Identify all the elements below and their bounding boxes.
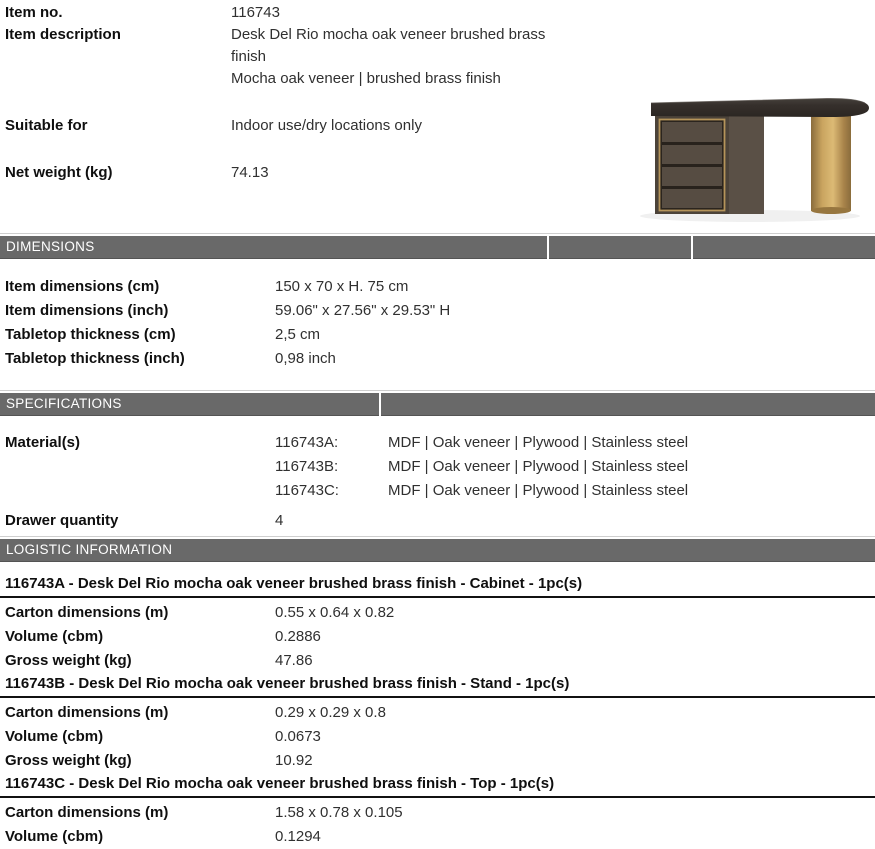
item-dimensions-cm-label: Item dimensions (cm)	[5, 278, 160, 295]
carton-dimensions-label: Carton dimensions (m)	[5, 704, 169, 721]
divider	[0, 390, 875, 391]
table-row	[5, 347, 875, 371]
volume-value: 0.0673	[275, 728, 321, 745]
header-cell	[693, 236, 875, 259]
header-cell	[0, 236, 547, 259]
material-value: MDF | Oak veneer | Plywood | Stainless steel	[388, 434, 689, 451]
package-cabinet	[0, 574, 875, 673]
package-header: 116743C - Desk Del Rio mocha oak veneer brushed brass finish - Top - 1pc(s)	[0, 774, 875, 798]
table-row	[5, 601, 875, 625]
item-dimensions-inch-value: 59.06" x 27.56" x 29.53" H	[275, 302, 451, 319]
tabletop-thickness-inch-label: Tabletop thickness (inch)	[5, 350, 185, 367]
drawer-quantity-row	[5, 509, 875, 533]
tabletop	[651, 98, 869, 117]
gross-weight-label: Gross weight (kg)	[5, 752, 132, 769]
suitable-for-label: Suitable for	[5, 117, 88, 134]
logistics-section-header	[0, 536, 875, 562]
table-row	[5, 275, 875, 299]
item-dimensions-inch-label: Item dimensions (inch)	[5, 302, 169, 319]
material-value: MDF | Oak veneer | Plywood | Stainless steel	[388, 458, 689, 475]
header-cell	[0, 539, 875, 562]
package-rows	[0, 598, 875, 673]
dimensions-section	[0, 275, 875, 371]
table-row	[5, 701, 875, 725]
package-stand	[0, 674, 875, 773]
material-item	[275, 455, 875, 479]
materials-label: Material(s)	[5, 434, 81, 451]
drawer-cabinet	[655, 113, 764, 214]
item-no-value: 116743	[231, 4, 280, 21]
header-cell	[0, 393, 379, 416]
item-no-row	[5, 2, 875, 24]
table-row	[5, 801, 875, 825]
material-code: 116743C:	[275, 482, 339, 499]
item-description-row	[5, 24, 875, 90]
volume-value: 0.2886	[275, 628, 321, 645]
table-row	[5, 323, 875, 347]
volume-value: 0.1294	[275, 828, 321, 845]
materials-list	[275, 431, 875, 503]
divider	[0, 536, 875, 537]
table-row	[5, 299, 875, 323]
package-top	[0, 774, 875, 849]
package-header: 116743A - Desk Del Rio mocha oak veneer brushed brass finish - Cabinet - 1pc(s)	[0, 574, 875, 598]
volume-label: Volume (cbm)	[5, 828, 104, 845]
material-value: MDF | Oak veneer | Plywood | Stainless steel	[388, 482, 689, 499]
carton-dimensions-value: 1.58 x 0.78 x 0.105	[275, 804, 403, 821]
logistics-section	[0, 574, 875, 849]
item-description-value	[231, 24, 576, 90]
item-description-line2: Mocha oak veneer | brushed brass finish	[231, 70, 501, 87]
table-row	[5, 749, 875, 773]
table-row	[5, 625, 875, 649]
carton-dimensions-value: 0.55 x 0.64 x 0.82	[275, 604, 395, 621]
header-cell	[549, 236, 691, 259]
material-code: 116743A:	[275, 434, 339, 451]
table-row	[5, 649, 875, 673]
tabletop-thickness-inch-value: 0,98 inch	[275, 350, 336, 367]
gross-weight-value: 47.86	[275, 652, 313, 669]
specifications-section-title: SPECIFICATIONS	[6, 396, 122, 411]
dimensions-section-title: DIMENSIONS	[6, 239, 95, 254]
item-description-label: Item description	[5, 26, 121, 43]
header-cell	[381, 393, 875, 416]
item-no-label: Item no.	[5, 4, 63, 21]
package-rows	[0, 698, 875, 773]
drawer-quantity-label: Drawer quantity	[5, 512, 119, 529]
volume-label: Volume (cbm)	[5, 728, 104, 745]
materials-row	[5, 431, 875, 503]
product-image	[625, 83, 875, 233]
gross-weight-value: 10.92	[275, 752, 313, 769]
package-header: 116743B - Desk Del Rio mocha oak veneer brushed brass finish - Stand - 1pc(s)	[0, 674, 875, 698]
material-item	[275, 479, 875, 503]
volume-label: Volume (cbm)	[5, 628, 104, 645]
carton-dimensions-label: Carton dimensions (m)	[5, 604, 169, 621]
table-row	[5, 725, 875, 749]
table-row	[5, 825, 875, 849]
tabletop-thickness-cm-label: Tabletop thickness (cm)	[5, 326, 176, 343]
carton-dimensions-label: Carton dimensions (m)	[5, 804, 169, 821]
package-rows	[0, 798, 875, 849]
divider	[0, 233, 875, 234]
carton-dimensions-value: 0.29 x 0.29 x 0.8	[275, 704, 386, 721]
specifications-section	[0, 431, 875, 533]
item-description-line1: Desk Del Rio mocha oak veneer brushed brass finish	[231, 26, 546, 65]
net-weight-label: Net weight (kg)	[5, 164, 113, 181]
tabletop-thickness-cm-value: 2,5 cm	[275, 326, 321, 343]
material-item	[275, 431, 875, 455]
item-dimensions-cm-value: 150 x 70 x H. 75 cm	[275, 278, 409, 295]
specifications-section-header	[0, 390, 875, 416]
net-weight-value: 74.13	[231, 164, 269, 181]
product-info-section	[0, 0, 875, 184]
logistics-section-title: LOGISTIC INFORMATION	[6, 542, 173, 557]
suitable-for-value: Indoor use/dry locations only	[231, 117, 422, 134]
drawer-quantity-value: 4	[275, 512, 284, 529]
material-code: 116743B:	[275, 458, 339, 475]
gross-weight-label: Gross weight (kg)	[5, 652, 132, 669]
brass-leg	[811, 111, 851, 214]
dimensions-section-header	[0, 233, 875, 259]
